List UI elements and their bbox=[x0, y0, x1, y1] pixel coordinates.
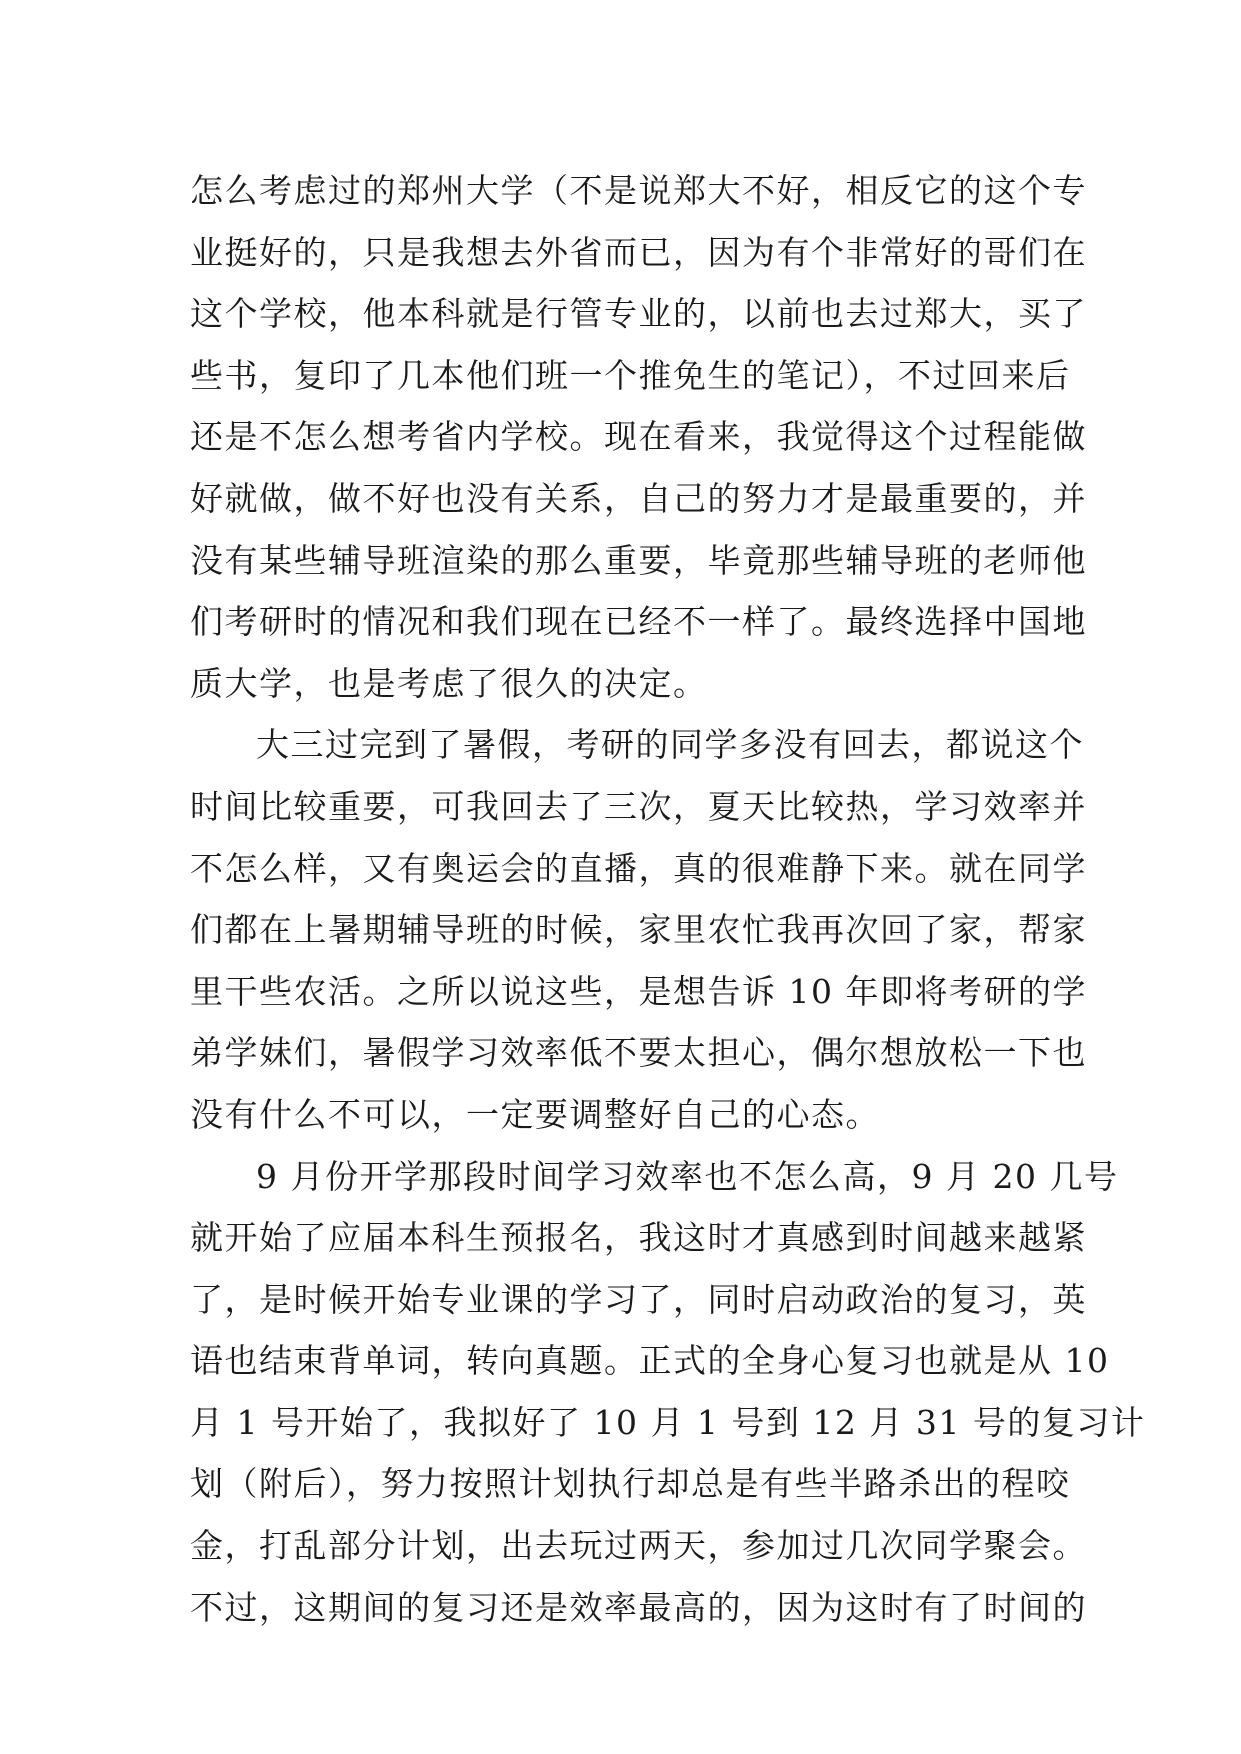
text-line: 好就做，做不好也没有关系，自己的努力才是最重要的，并 bbox=[190, 478, 1087, 518]
text-line: 里干些农活。之所以说这些，是想告诉 10 年即将考研的学 bbox=[190, 971, 1087, 1011]
text-line: 月 1 号开始了，我拟好了 10 月 1 号到 12 月 31 号的复习计 bbox=[190, 1402, 1146, 1442]
text-line: 们都在上暑期辅导班的时候，家里农忙我再次回了家，帮家 bbox=[190, 910, 1087, 950]
text-line: 9 月份开学那段时间学习效率也不怎么高，9 月 20 几号 bbox=[256, 1156, 1119, 1196]
text-line: 还是不怎么想考省内学校。现在看来，我觉得这个过程能做 bbox=[190, 417, 1087, 457]
text-line: 语也结束背单词，转向真题。正式的全身心复习也就是从 10 bbox=[190, 1341, 1110, 1381]
text-line: 没有什么不可以，一定要调整好自己的心态。 bbox=[190, 1094, 880, 1134]
text-line: 这个学校，他本科就是行管专业的，以前也去过郑大，买了 bbox=[190, 294, 1087, 334]
document-page bbox=[190, 160, 1146, 1638]
text-line: 划（附后），努力按照计划执行却总是有些半路杀出的程咬 bbox=[190, 1464, 1071, 1504]
text-line: 没有某些辅导班渲染的那么重要，毕竟那些辅导班的老师他 bbox=[190, 540, 1087, 580]
text-line: 不怎么样，又有奥运会的直播，真的很难静下来。就在同学 bbox=[190, 848, 1087, 888]
text-line: 质大学，也是考虑了很久的决定。 bbox=[190, 663, 708, 703]
text-line: 弟学妹们，暑假学习效率低不要太担心，偶尔想放松一下也 bbox=[190, 1033, 1087, 1073]
text-line: 怎么考虑过的郑州大学（不是说郑大不好，相反它的这个专 bbox=[190, 171, 1087, 210]
text-line: 大三过完到了暑假，考研的同学多没有回去，都说这个 bbox=[256, 725, 1084, 765]
text-line: 些书，复印了几本他们班一个推免生的笔记），不过回来后 bbox=[190, 355, 1071, 395]
text-line: 就开始了应届本科生预报名，我这时才真感到时间越来越紧 bbox=[190, 1218, 1087, 1258]
text-line: 业挺好的，只是我想去外省而已，因为有个非常好的哥们在 bbox=[190, 232, 1087, 272]
text-line: 时间比较重要，可我回去了三次，夏天比较热，学习效率并 bbox=[190, 786, 1087, 826]
text-line: 们考研时的情况和我们现在已经不一样了。最终选择中国地 bbox=[190, 602, 1087, 642]
text-line: 不过，这期间的复习还是效率最高的，因为这时有了时间的 bbox=[190, 1587, 1087, 1627]
text-line: 金，打乱部分计划，出去玩过两天，参加过几次同学聚会。 bbox=[190, 1526, 1087, 1566]
text-line: 了，是时候开始专业课的学习了，同时启动政治的复习，英 bbox=[190, 1279, 1087, 1319]
